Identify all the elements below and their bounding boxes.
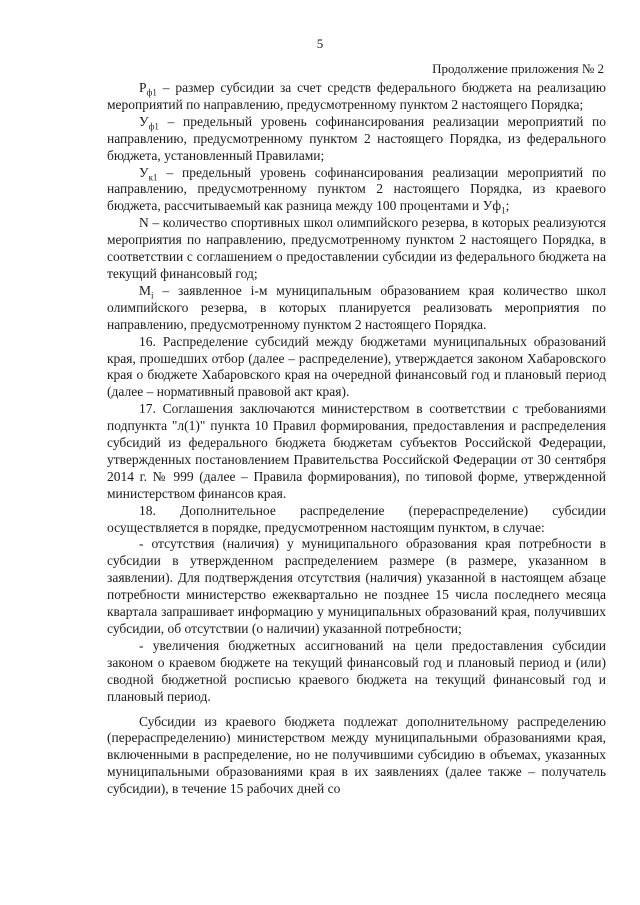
paragraph-text: – заявленное i-м муниципальным образованием края количество школ олимпийского резерва, в которых планируется реализовать мероприятия по направлению, предусмотренному пунктом 2 настоящего Порядка.	[107, 282, 606, 332]
symbol-rf1: Р	[139, 80, 147, 95]
continuation-label: Продолжение приложения № 2	[432, 61, 604, 76]
paragraph-18-item-2: - увеличения бюджетных ассигнований на цели предоставления субсидии законом о краевом бюджете на текущий финансовый год и плановый период и (или) сводной бюджетной росписью краевого бюджета на текущий финансовый год и плановый период.	[107, 637, 606, 704]
paragraph-17: 17. Соглашения заключаются министерством в соответствии с требованиями подпункта "л(1)" пункта 10 Правил формирования, предоставления и распределения субсидий из федерального бюджета бюджетам субъектов Российской Федерации, утвержденных постановлением Правительства Российской Федерации от 30 сентября 2014 г. № 999 (далее – Правила формирования), по типовой форме, утвержденной министерством финансов края.	[107, 401, 606, 501]
page-number: 5	[316, 36, 324, 51]
paragraph-rf1	[107, 80, 606, 114]
paragraph-text: – размер субсидии за счет средств федерального бюджета на реализацию мероприятий по направлению, предусмотренному пунктом 2 настоящего Порядка;	[107, 80, 606, 112]
document-body	[107, 80, 606, 798]
paragraph-mi	[107, 283, 606, 334]
subscript-rf1: ф1	[146, 87, 157, 98]
paragraph-16: 16. Распределение субсидий между бюджетами муниципальных образований края, прошедших отбор (далее – распределение), утверждается законом Хабаровского края о бюджете Хабаровского края на очередной финансовый год и плановый период (далее – нормативный правовой акт края).	[107, 333, 606, 400]
paragraph-uf1	[107, 114, 606, 165]
subscript-uf1: ф1	[148, 121, 159, 132]
paragraph-uk1	[107, 165, 606, 216]
symbol-uf1: У	[139, 113, 149, 129]
paragraph-subsidies: Субсидии из краевого бюджета подлежат дополнительному распределению (перераспределению) министерством между муниципальными образованиями края, включенными в распределение, но не получившими субсидию в объемах, указанных муниципальными образованиями края в их заявлениях (далее также – получатель субсидии), в течение 15 рабочих дней со	[107, 713, 606, 797]
paragraph-18-item-1: - отсутствия (наличия) у муниципального образования края потребности в субсидии в утвержденном распределением размере (в размере, указанном в заявлении). Для подтверждения отсутствия (наличия) указанной в настоящем абзаце потребности министерство ежеквартально не позднее 15 числа последнего месяца квартала запрашивает информацию у муниципальных образований края, получивших субсидии, об отсутствии (о наличии) указанной потребности;	[107, 536, 606, 636]
paragraph-text: – предельный уровень софинансирования реализации мероприятий по направлению, предусмотренному пунктом 2 настоящего Порядка, из федерального бюджета, установленный Правилами;	[107, 113, 606, 163]
paragraph-tail: ;	[505, 198, 510, 214]
paragraph-18: 18. Дополнительное распределение (перераспределение) субсидии осуществляется в порядке, предусмотренном настоящим пунктом, в случае:	[107, 502, 606, 535]
symbol-mi: M	[139, 282, 152, 298]
subscript-uk1: к1	[148, 172, 158, 183]
paragraph-n: N – количество спортивных школ олимпийского резерва, в которых реализуются мероприятия по направлению, предусмотренному пунктом 2 настоящего Порядка, в соответствии с соглашением о предоставлении субсидии из федерального бюджета на текущий финансовый год;	[107, 215, 606, 281]
subscript-mi: i	[151, 290, 154, 301]
subscript-uf1-tail: 1	[501, 206, 506, 217]
paragraph-text: – предельный уровень софинансирования реализации мероприятий по направлению, предусмотренному пунктом 2 настоящего Порядка, из краевого бюджета, рассчитываемый как разница между 100 процентами и Уф	[107, 164, 606, 214]
symbol-uk1: У	[139, 164, 149, 180]
